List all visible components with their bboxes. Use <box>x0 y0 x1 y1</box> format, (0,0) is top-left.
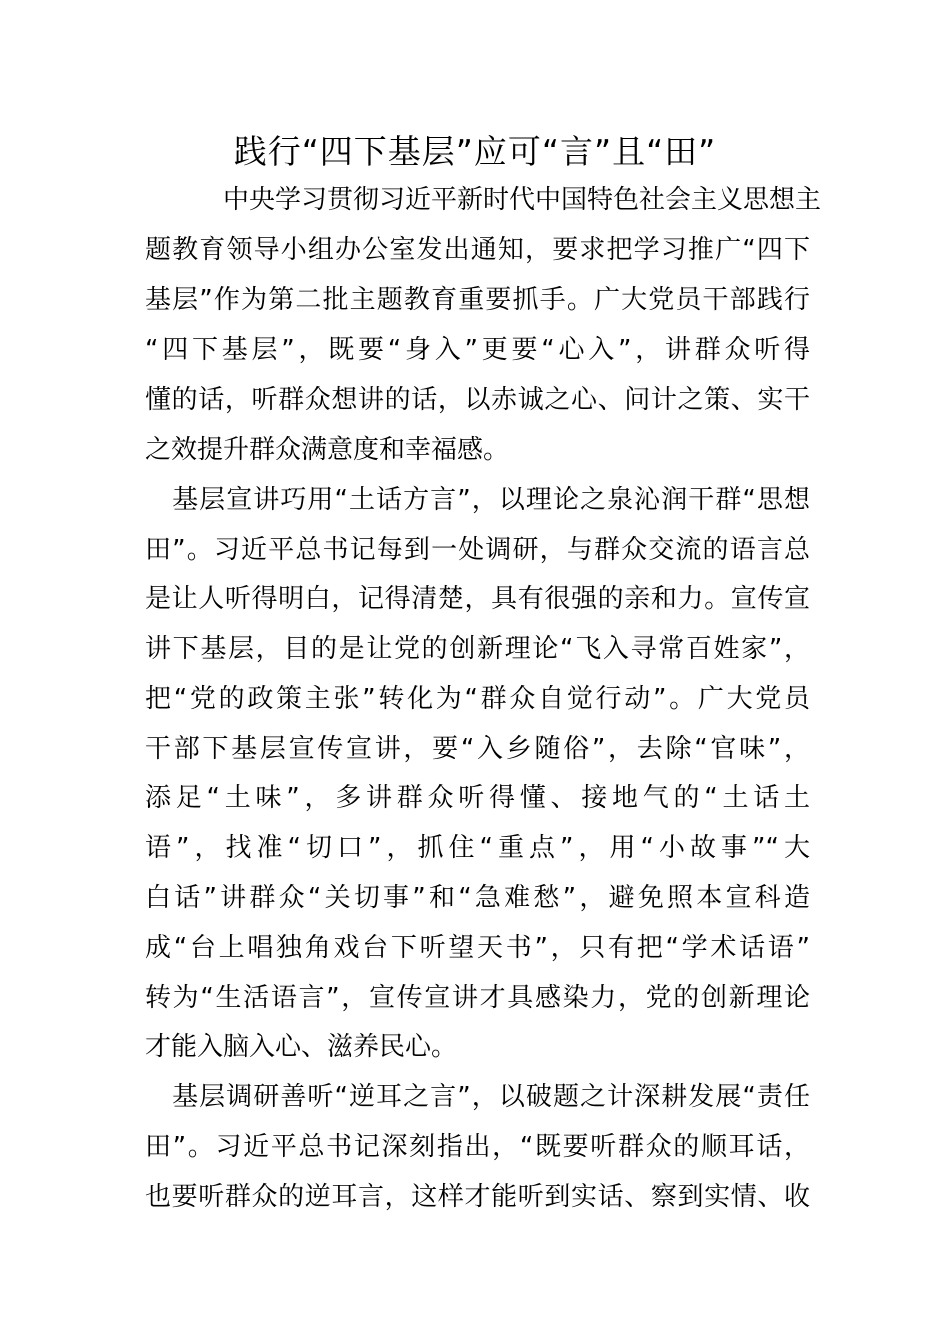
text-line: 是让人听得明白，记得清楚，具有很强的亲和力。宣传宣 <box>145 584 810 614</box>
document-title: 践行“四下基层”应可“言”且“田” <box>233 132 717 171</box>
text-line: 干部下基层宣传宣讲，要“入乡随俗”，去除“官味”， <box>145 734 810 764</box>
text-line: 懂的话，听群众想讲的话，以赤诚之心、问计之策、实干 <box>145 385 810 415</box>
text-line: “四下基层”，既要“身入”更要“心入”，讲群众听得 <box>145 335 810 365</box>
text-line: 添足“土味”，多讲群众听得懂、接地气的“土话土 <box>145 783 810 813</box>
text-line: 之效提升群众满意度和幸福感。 <box>145 435 510 465</box>
text-line: 题教育领导小组办公室发出通知，要求把学习推广“四下 <box>145 235 810 265</box>
text-line: 成“台上唱独角戏台下听望天书”，只有把“学术话语” <box>145 933 810 963</box>
text-line: 中央学习贯彻习近平新时代中国特色社会主义思想主 <box>145 185 822 215</box>
text-line: 基层”作为第二批主题教育重要抓手。广大党员干部践行 <box>145 285 810 315</box>
text-line: 基层调研善听“逆耳之言”，以破题之计深耕发展“责任 <box>145 1082 810 1112</box>
text-line: 田”。习近平总书记深刻指出，“既要听群众的顺耳话， <box>145 1132 810 1162</box>
text-line: 转为“生活语言”，宣传宣讲才具感染力，党的创新理论 <box>145 983 810 1013</box>
text-line: 白话”讲群众“关切事”和“急难愁”，避免照本宣科造 <box>145 883 810 913</box>
text-line: 也要听群众的逆耳言，这样才能听到实话、察到实情、收 <box>145 1182 810 1212</box>
text-line: 讲下基层，目的是让党的创新理论“飞入寻常百姓家”， <box>145 634 810 664</box>
text-line: 语”，找准“切口”，抓住“重点”，用“小故事”“大 <box>145 833 810 863</box>
text-line: 田”。习近平总书记每到一处调研，与群众交流的语言总 <box>145 535 810 565</box>
text-line: 把“党的政策主张”转化为“群众自觉行动”。广大党员 <box>145 684 810 714</box>
text-line: 基层宣讲巧用“土话方言”，以理论之泉沁润干群“思想 <box>145 485 810 515</box>
text-line: 才能入脑入心、滋养民心。 <box>145 1032 458 1062</box>
